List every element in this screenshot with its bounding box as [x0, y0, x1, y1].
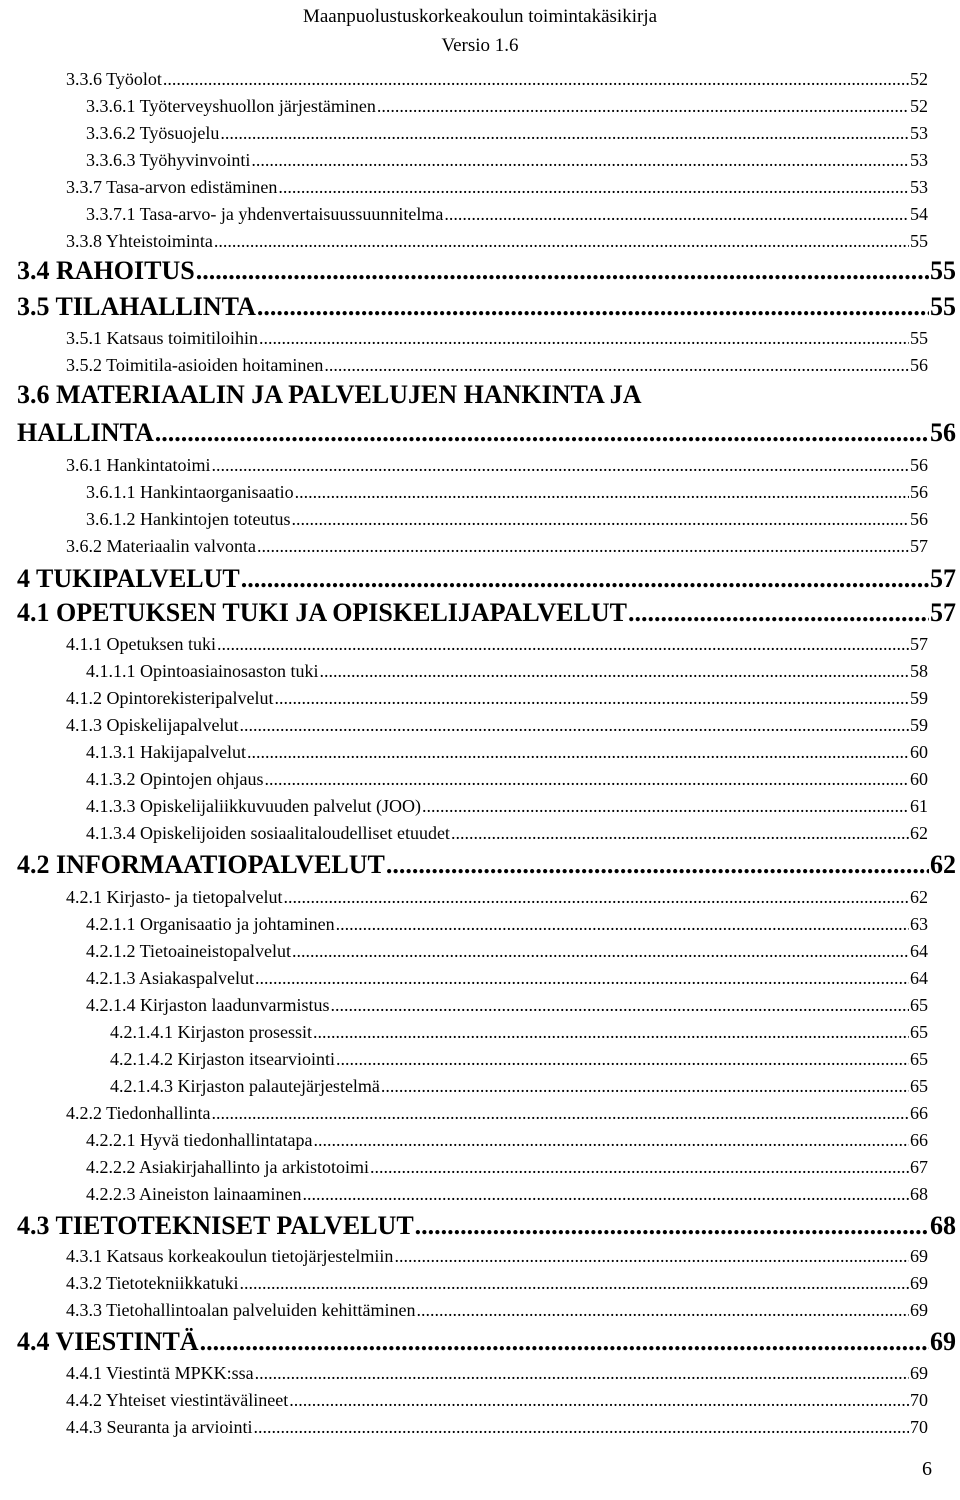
toc-entry[interactable] [66, 327, 928, 349]
toc-entry-label: 3.3.6.1 Työterveyshuollon järjestäminen [86, 96, 376, 116]
toc-entry[interactable] [66, 714, 928, 736]
toc-entry-label: 4.2.1 Kirjasto- ja tietopalvelut [66, 887, 283, 907]
toc-entry-page: 69 [910, 1300, 928, 1320]
toc-entry-page: 65 [910, 1022, 928, 1042]
header-title: Maanpuolustuskorkeakoulun toimintakäsikirja [302, 6, 658, 27]
toc-dot-leader [257, 291, 929, 323]
toc-entry-label: 4.2.1.3 Asiakaspalvelut [86, 968, 254, 988]
toc-entry-label: 4.3.3 Tietohallintoalan palveluiden kehittäminen [66, 1300, 416, 1320]
page-header [0, 0, 960, 60]
toc-heading-entry[interactable] [17, 563, 956, 595]
toc-entry[interactable] [66, 176, 928, 198]
toc-heading-entry[interactable] [17, 291, 956, 323]
toc-dot-leader [283, 886, 909, 908]
toc-entry[interactable] [86, 1183, 928, 1205]
toc-dot-leader [320, 660, 910, 682]
toc-entry-label: 3.3.6.2 Työsuojelu [86, 123, 220, 143]
toc-entry-label: 3.4 RAHOITUS [17, 256, 195, 285]
toc-entry-page: 69 [930, 1327, 956, 1356]
toc-dot-leader [336, 1048, 909, 1070]
toc-entry[interactable] [86, 741, 928, 763]
toc-dot-leader [313, 1021, 909, 1043]
toc-entry-label: 4.2.1.4 Kirjaston laadunvarmistus [86, 995, 330, 1015]
toc-heading-entry[interactable] [17, 849, 956, 881]
toc-entry[interactable] [66, 68, 928, 90]
toc-dot-leader [295, 481, 909, 503]
toc-dot-leader [212, 1102, 909, 1124]
toc-entry-label: 4.1.3.2 Opintojen ohjaus [86, 769, 264, 789]
toc-entry[interactable] [86, 913, 928, 935]
toc-entry-page: 57 [930, 564, 956, 593]
toc-dot-leader [313, 1129, 909, 1151]
toc-entry-label: 3.6.1 Hankintatoimi [66, 455, 211, 475]
toc-entry-page: 56 [910, 455, 928, 475]
toc-entry-label: 3.5 TILAHALLINTA [17, 292, 256, 321]
toc-entry-label: 4.2.1.4.2 Kirjaston itsearviointi [110, 1049, 335, 1069]
toc-entry[interactable] [66, 1389, 928, 1411]
toc-dot-leader [415, 1210, 929, 1242]
toc-entry[interactable] [66, 535, 928, 557]
toc-entry-page: 65 [910, 995, 928, 1015]
toc-entry-page: 55 [930, 256, 956, 285]
toc-entry-page: 67 [910, 1157, 928, 1177]
toc-entry-page: 56 [910, 482, 928, 502]
toc-entry-page: 68 [910, 1184, 928, 1204]
toc-entry[interactable] [66, 354, 928, 376]
toc-entry-label: 4.3.1 Katsaus korkeakoulun tietojärjestelmiin [66, 1246, 394, 1266]
toc-entry[interactable] [66, 1102, 928, 1124]
toc-dot-leader [163, 68, 909, 90]
toc-entry-label: 3.3.6 Työolot [66, 69, 162, 89]
toc-entry-page: 69 [910, 1363, 928, 1383]
toc-entry-label: 4.4.3 Seuranta ja arviointi [66, 1417, 253, 1437]
toc-dot-leader [200, 1326, 929, 1358]
toc-entry[interactable] [86, 149, 928, 171]
toc-dot-leader [278, 176, 909, 198]
toc-entry[interactable] [86, 795, 928, 817]
toc-entry[interactable] [66, 1299, 928, 1321]
toc-entry-label: 3.6.2 Materiaalin valvonta [66, 536, 256, 556]
toc-entry[interactable] [86, 203, 928, 225]
toc-dot-leader [291, 508, 909, 530]
toc-entry-label: 3.5.2 Toimitila-asioiden hoitaminen [66, 355, 324, 375]
toc-entry[interactable] [86, 1156, 928, 1178]
toc-entry-page: 61 [910, 796, 928, 816]
toc-entry-label: 3.3.6.3 Työhyvinvointi [86, 150, 251, 170]
toc-entry-page: 54 [910, 204, 928, 224]
toc-dot-leader [451, 822, 909, 844]
toc-entry[interactable] [110, 1075, 928, 1097]
toc-entry-label: 4.1.3.1 Hakijapalvelut [86, 742, 246, 762]
toc-entry-page: 65 [910, 1076, 928, 1096]
toc-entry-page: 52 [910, 69, 928, 89]
toc-entry-page: 60 [910, 742, 928, 762]
toc-entry-page: 52 [910, 96, 928, 116]
toc-dot-leader [247, 741, 909, 763]
toc-entry-label: 4.2.1.4.1 Kirjaston prosessit [110, 1022, 312, 1042]
toc-entry-page: 70 [910, 1417, 928, 1437]
toc-dot-leader [211, 454, 909, 476]
toc-entry-label: 3.6 MATERIAALIN JA PALVELUJEN HANKINTA JA [17, 380, 642, 409]
toc-entry-page: 53 [910, 177, 928, 197]
toc-entry-page: 68 [930, 1211, 956, 1240]
toc-entry-page: 65 [910, 1049, 928, 1069]
toc-entry-page: 53 [910, 150, 928, 170]
toc-entry-label: 4.2.1.2 Tietoaineistopalvelut [86, 941, 291, 961]
toc-entry-page: 63 [910, 914, 928, 934]
toc-entry[interactable] [66, 1362, 928, 1384]
toc-entry[interactable] [86, 768, 928, 790]
toc-entry-label: 4.1.3.4 Opiskelijoiden sosiaalitaloudelliset etuudet [86, 823, 450, 843]
toc-dot-leader [241, 563, 929, 595]
toc-dot-leader [324, 354, 909, 376]
toc-entry-page: 57 [930, 598, 956, 627]
toc-entry[interactable] [86, 994, 928, 1016]
toc-entry-label: 4.1.3 Opiskelijapalvelut [66, 715, 239, 735]
toc-entry-page: 56 [930, 418, 956, 447]
toc-entry-label: 4.3 TIETOTEKNISET PALVELUT [17, 1211, 414, 1240]
toc-entry[interactable] [86, 967, 928, 989]
toc-entry-label: 4.4.2 Yhteiset viestintävälineet [66, 1390, 289, 1410]
toc-dot-leader [370, 1156, 909, 1178]
toc-entry[interactable] [110, 1021, 928, 1043]
toc-entry-page: 57 [910, 536, 928, 556]
toc-entry-page: 66 [910, 1103, 928, 1123]
toc-entry-label: 4.1 OPETUKSEN TUKI JA OPISKELIJAPALVELUT [17, 598, 627, 627]
toc-entry-page: 56 [910, 355, 928, 375]
toc-entry-label: 4.2.1.4.3 Kirjaston palautejärjestelmä [110, 1076, 380, 1096]
toc-entry-label: 4.2.1.1 Organisaatio ja johtaminen [86, 914, 335, 934]
toc-entry[interactable] [86, 95, 928, 117]
toc-entry-label: 4.1.1.1 Opintoasiainosaston tuki [86, 661, 319, 681]
toc-entry-page: 69 [910, 1246, 928, 1266]
toc-entry-label: 4 TUKIPALVELUT [17, 564, 240, 593]
toc-entry[interactable] [66, 1416, 928, 1438]
toc-entry-label: 3.6.1.1 Hankintaorganisaatio [86, 482, 294, 502]
toc-entry[interactable] [86, 508, 928, 530]
toc-dot-leader [253, 1416, 909, 1438]
toc-entry-page: 56 [910, 509, 928, 529]
toc-entry[interactable] [66, 886, 928, 908]
toc-dot-leader [628, 597, 929, 629]
toc-dot-leader [255, 967, 909, 989]
toc-dot-leader [214, 230, 909, 252]
toc-entry-label: 4.2.2.2 Asiakirjahallinto ja arkistotoimi [86, 1157, 369, 1177]
toc-dot-leader [381, 1075, 909, 1097]
toc-dot-leader [274, 687, 909, 709]
toc-entry-label: 4.2.2.1 Hyvä tiedonhallintatapa [86, 1130, 313, 1150]
toc-entry-page: 59 [910, 715, 928, 735]
toc-entry[interactable] [86, 481, 928, 503]
toc-entry-label: 4.1.1 Opetuksen tuki [66, 634, 216, 654]
toc-entry[interactable] [86, 822, 928, 844]
toc-entry-page: 70 [910, 1390, 928, 1410]
toc-entry-label: 4.2.2 Tiedonhallinta [66, 1103, 211, 1123]
toc-dot-leader [217, 633, 909, 655]
toc-entry-page: 57 [910, 634, 928, 654]
toc-dot-leader [336, 913, 909, 935]
toc-entry-label: 3.3.7.1 Tasa-arvo- ja yhdenvertaisuussuunnitelma [86, 204, 444, 224]
toc-entry[interactable] [86, 1129, 928, 1151]
toc-entry-label: 4.1.2 Opintorekisteripalvelut [66, 688, 274, 708]
toc-dot-leader [422, 795, 909, 817]
toc-dot-leader [240, 1272, 909, 1294]
toc-entry-label: 4.1.3.3 Opiskelijaliikkuvuuden palvelut (JOO) [86, 796, 421, 816]
toc-entry[interactable] [66, 1272, 928, 1294]
toc-entry-label: 3.6.1.2 Hankintojen toteutus [86, 509, 291, 529]
toc-heading-entry[interactable] [17, 379, 642, 411]
toc-entry[interactable] [66, 687, 928, 709]
toc-entry-page: 66 [910, 1130, 928, 1150]
toc-dot-leader [289, 1389, 909, 1411]
toc-entry-label: 4.2 INFORMAATIOPALVELUT [17, 850, 385, 879]
toc-dot-leader [259, 327, 909, 349]
toc-dot-leader [377, 95, 909, 117]
toc-dot-leader [255, 1362, 909, 1384]
toc-entry-page: 62 [910, 823, 928, 843]
toc-heading-entry[interactable] [17, 417, 956, 449]
toc-entry-page: 69 [910, 1273, 928, 1293]
header-version: Versio 1.6 [441, 35, 519, 56]
toc-entry-page: 64 [910, 941, 928, 961]
toc-dot-leader [155, 417, 929, 449]
toc-entry-page: 64 [910, 968, 928, 988]
toc-heading-entry[interactable] [17, 1210, 956, 1242]
toc-dot-leader [292, 940, 909, 962]
toc-entry[interactable] [110, 1048, 928, 1070]
toc-dot-leader [239, 714, 909, 736]
toc-entry[interactable] [66, 633, 928, 655]
toc-entry-label: 4.4 VIESTINTÄ [17, 1327, 199, 1356]
toc-dot-leader [444, 203, 909, 225]
toc-dot-leader [386, 849, 929, 881]
toc-entry[interactable] [86, 122, 928, 144]
toc-entry[interactable] [66, 230, 928, 252]
toc-entry[interactable] [86, 660, 928, 682]
toc-heading-entry[interactable] [17, 255, 956, 287]
toc-dot-leader [265, 768, 910, 790]
toc-entry-label: HALLINTA [17, 418, 154, 447]
toc-dot-leader [302, 1183, 909, 1205]
toc-entry-page: 55 [910, 231, 928, 251]
toc-entry[interactable] [66, 1245, 928, 1267]
toc-entry[interactable] [86, 940, 928, 962]
toc-entry-page: 60 [910, 769, 928, 789]
toc-entry-page: 53 [910, 123, 928, 143]
toc-dot-leader [394, 1245, 909, 1267]
toc-heading-entry[interactable] [17, 597, 956, 629]
toc-dot-leader [416, 1299, 909, 1321]
toc-entry-label: 4.2.2.3 Aineiston lainaaminen [86, 1184, 302, 1204]
toc-entry-page: 55 [930, 292, 956, 321]
toc-entry-label: 3.3.8 Yhteistoiminta [66, 231, 213, 251]
toc-dot-leader [330, 994, 909, 1016]
toc-entry-label: 3.5.1 Katsaus toimitiloihin [66, 328, 258, 348]
toc-entry-label: 4.3.2 Tietotekniikkatuki [66, 1273, 239, 1293]
toc-dot-leader [196, 255, 929, 287]
toc-heading-entry[interactable] [17, 1326, 956, 1358]
toc-entry-label: 4.4.1 Viestintä MPKK:ssa [66, 1363, 254, 1383]
toc-entry-page: 59 [910, 688, 928, 708]
toc-dot-leader [251, 149, 909, 171]
toc-entry-page: 62 [910, 887, 928, 907]
toc-dot-leader [220, 122, 909, 144]
toc-entry-label: 3.3.7 Tasa-arvon edistäminen [66, 177, 278, 197]
toc-entry-page: 55 [910, 328, 928, 348]
toc-entry-page: 58 [910, 661, 928, 681]
toc-dot-leader [257, 535, 909, 557]
toc-entry[interactable] [66, 454, 928, 476]
page-number: 6 [922, 1458, 932, 1480]
toc-entry-page: 62 [930, 850, 956, 879]
